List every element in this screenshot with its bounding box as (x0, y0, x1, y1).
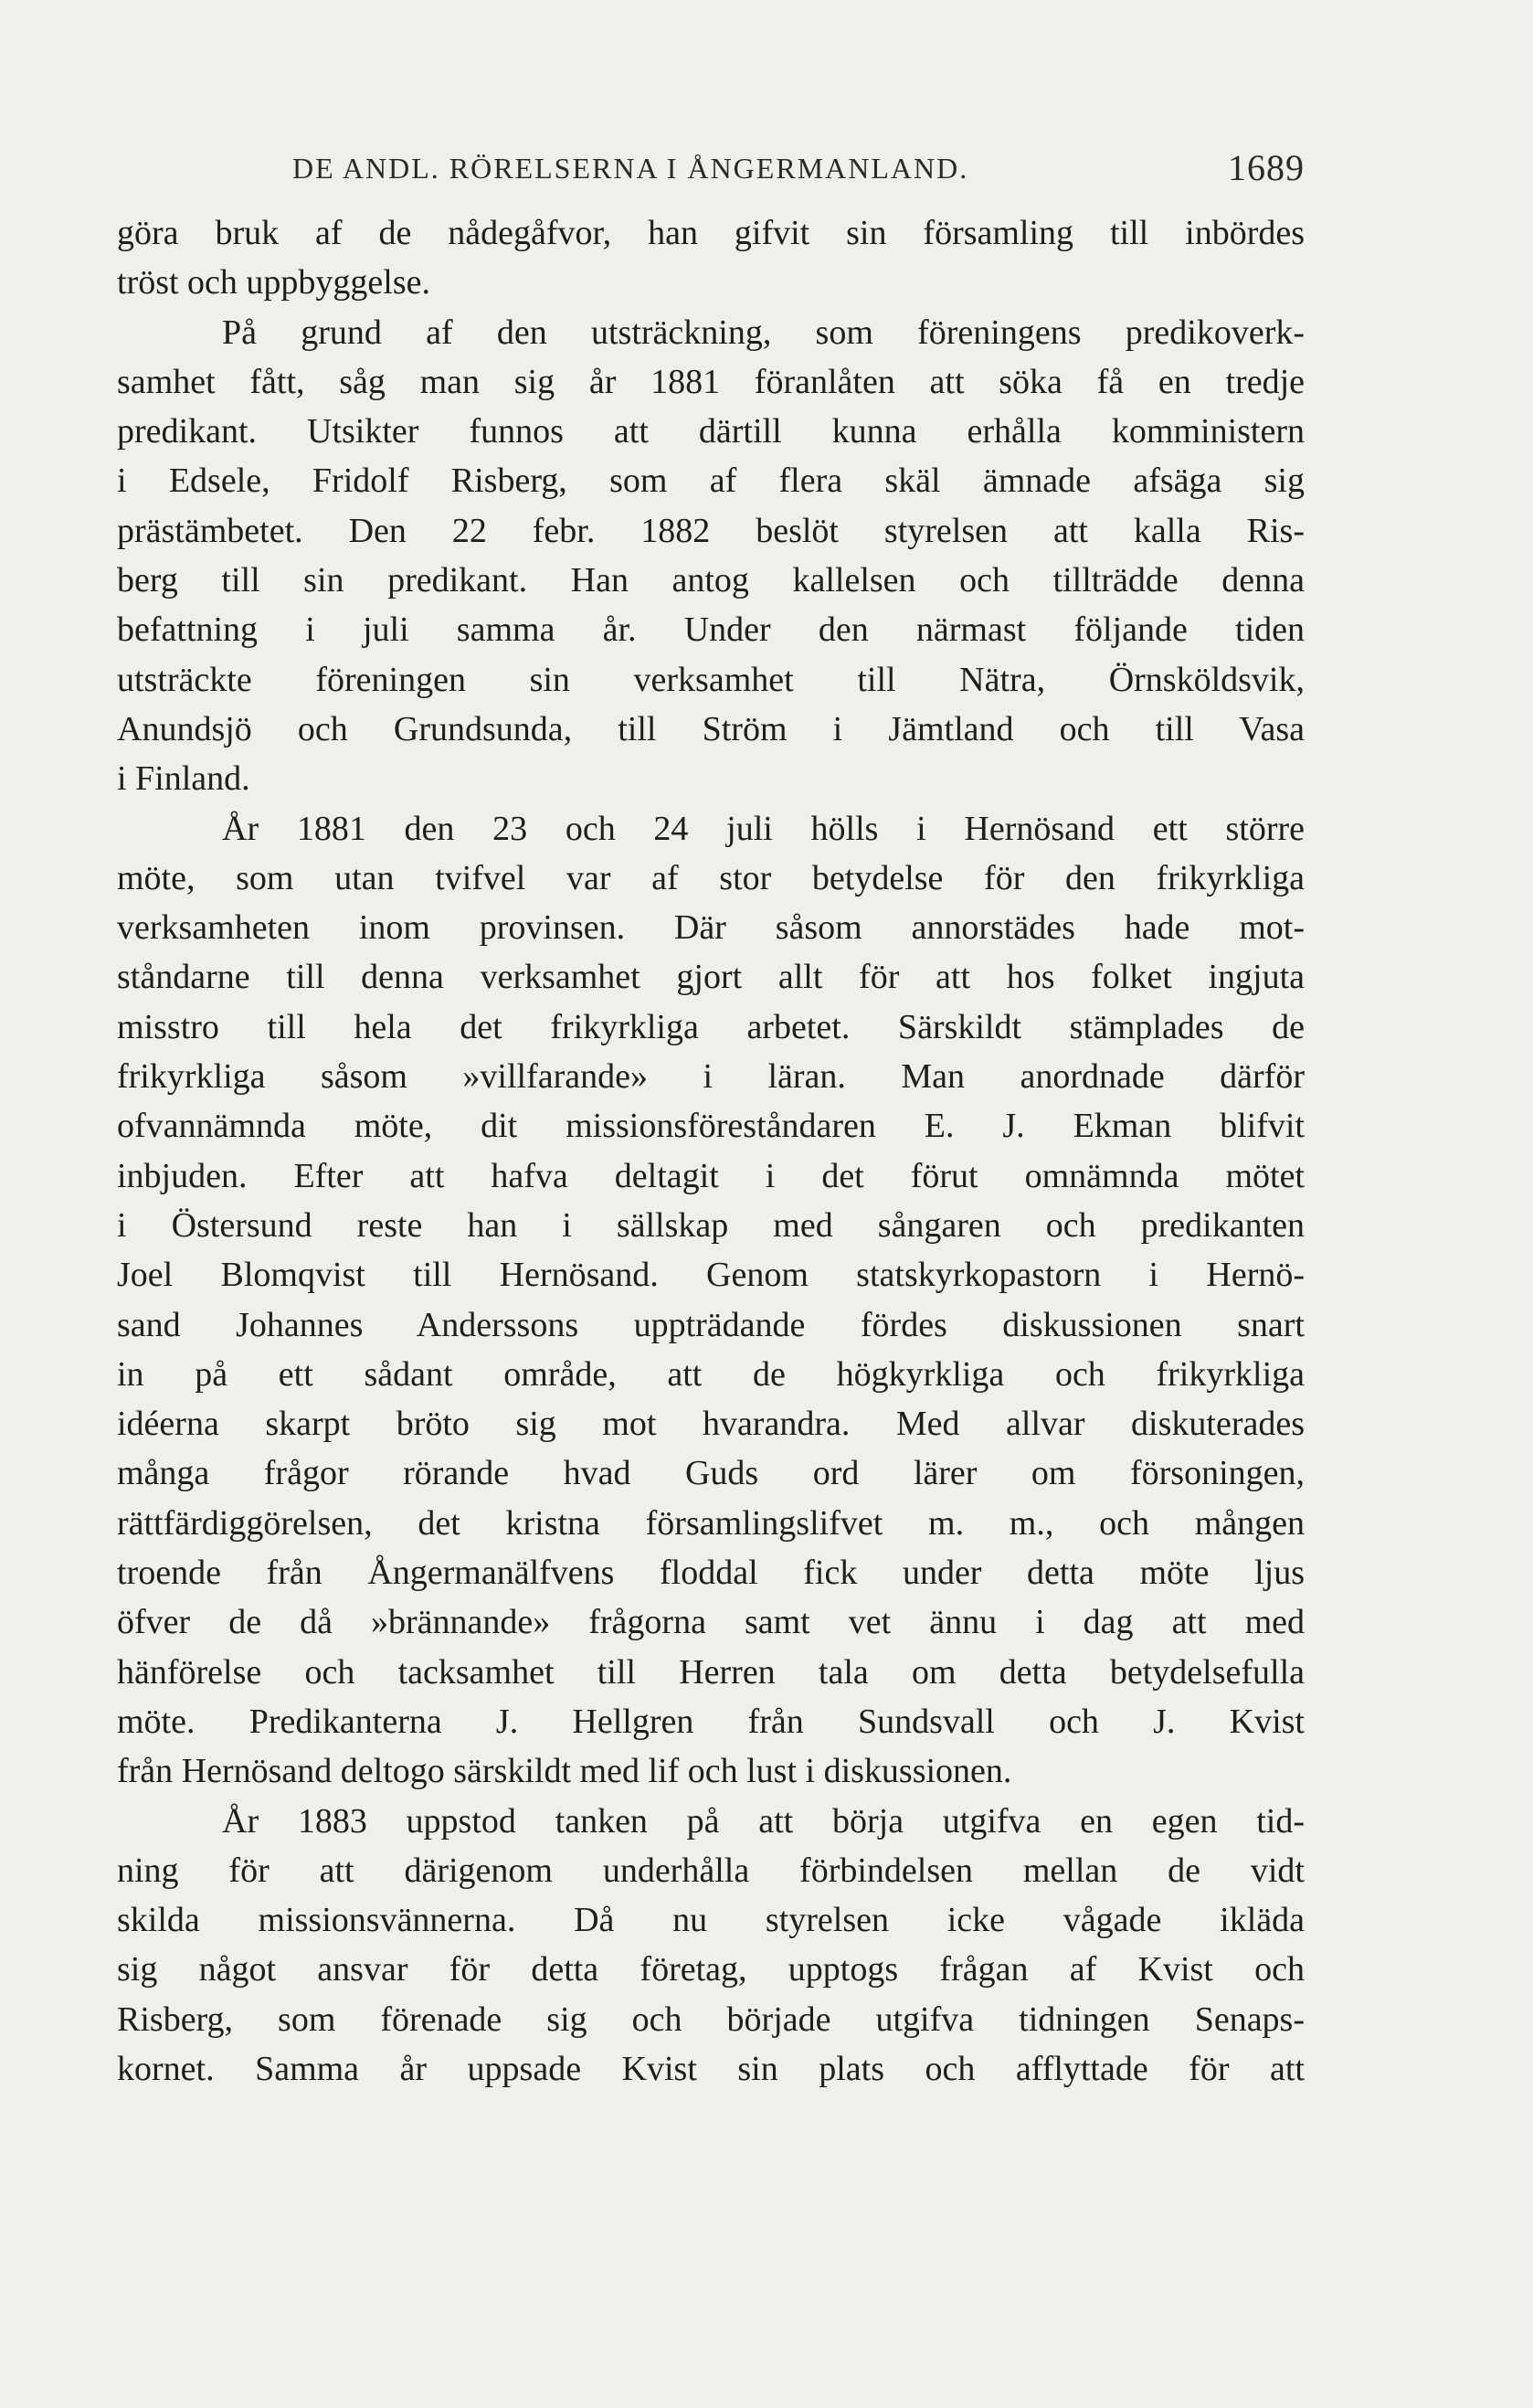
text-line: Risberg, som förenade sig och började utgifva tidningen Senaps- (117, 2000, 1305, 2039)
text-line: inbjuden. Efter att hafva deltagit i det förut omnämnda mötet (117, 1156, 1305, 1195)
text-line: frikyrkliga såsom »villfarande» i läran. Man anordnade därför (117, 1057, 1305, 1097)
text-line: troende från Ångermanälfvens floddal fick under detta möte ljus (117, 1554, 1305, 1593)
text-line: Joel Blomqvist till Hernösand. Genom statskyrkopastorn i Hernö- (117, 1256, 1305, 1295)
text-line: i Finland. (117, 759, 250, 799)
running-title: DE ANDL. RÖRELSERNA I ÅNGERMANLAND. (292, 152, 969, 185)
page-header (117, 146, 1305, 201)
text-line: berg till sin predikant. Han antog kallelsen och tillträdde denna (117, 561, 1305, 600)
text-line: År 1883 uppstod tanken på att börja utgifva en egen tid- (222, 1801, 1305, 1840)
text-line: På grund af den utsträckning, som föreningens predikoverk- (222, 313, 1305, 352)
text-line: predikant. Utsikter funnos att därtill kunna erhålla komministern (117, 412, 1305, 451)
text-line: sand Johannes Anderssons uppträdande fördes diskussionen snart (117, 1305, 1305, 1344)
text-line: utsträckte föreningen sin verksamhet till Nätra, Örnsköldsvik, (117, 660, 1305, 699)
text-line: sig något ansvar för detta företag, upptogs frågan af Kvist och (117, 1950, 1305, 1989)
text-line: kornet. Samma år uppsade Kvist sin plats och afflyttade för att (117, 2049, 1305, 2088)
text-line: öfver de då »brännande» frågorna samt vet ännu i dag att med (117, 1603, 1305, 1642)
body-text (117, 208, 1305, 2094)
text-line: många frågor rörande hvad Guds ord lärer om försoningen, (117, 1454, 1305, 1493)
text-line: prästämbetet. Den 22 febr. 1882 beslöt styrelsen att kalla Ris- (117, 511, 1305, 550)
text-line: skilda missionsvännerna. Då nu styrelsen icke vågade ikläda (117, 1901, 1305, 1940)
text-line: i Edsele, Fridolf Risberg, som af flera skäl ämnade afsäga sig (117, 461, 1305, 501)
text-line: göra bruk af de nådegåfvor, han gifvit sin församling till inbördes (117, 214, 1305, 252)
text-line: ning för att därigenom underhålla förbindelsen mellan de vidt (117, 1851, 1305, 1890)
text-line: i Östersund reste han i sällskap med sångaren och predikanten (117, 1205, 1305, 1245)
text-line: ofvannämnda möte, dit missionsföreståndaren E. J. Ekman blifvit (117, 1107, 1305, 1146)
text-line: ståndarne till denna verksamhet gjort allt för att hos folket ingjuta (117, 958, 1305, 997)
text-line: samhet fått, såg man sig år 1881 föranlåten att söka få en tredje (117, 362, 1305, 401)
text-line: in på ett sådant område, att de högkyrkliga och frikyrkliga (117, 1354, 1305, 1394)
text-line: från Hernösand deltogo särskildt med lif och lust i diskussionen. (117, 1752, 1012, 1791)
text-line: möte. Predikanterna J. Hellgren från Sundsvall och J. Kvist (117, 1702, 1305, 1741)
text-line: verksamheten inom provinsen. Där såsom annorstädes hade mot- (117, 908, 1305, 948)
text-line: Anundsjö och Grundsunda, till Ström i Jämtland och till Vasa (117, 709, 1305, 748)
text-line: befattning i juli samma år. Under den närmast följande tiden (117, 610, 1305, 650)
text-line: hänförelse och tacksamhet till Herren tala om detta betydelsefulla (117, 1652, 1305, 1692)
text-line: möte, som utan tvifvel var af stor betydelse för den frikyrkliga (117, 858, 1305, 897)
text-line: tröst och uppbyggelse. (117, 263, 431, 302)
text-line: År 1881 den 23 och 24 juli hölls i Hernösand ett större (222, 809, 1305, 848)
text-line: idéerna skarpt bröto sig mot hvarandra. Med allvar diskuterades (117, 1405, 1305, 1444)
text-line: rättfärdiggörelsen, det kristna församlingslifvet m. m., och mången (117, 1503, 1305, 1543)
page-number: 1689 (1228, 147, 1305, 188)
text-line: misstro till hela det frikyrkliga arbetet. Särskildt stämplades de (117, 1007, 1305, 1046)
